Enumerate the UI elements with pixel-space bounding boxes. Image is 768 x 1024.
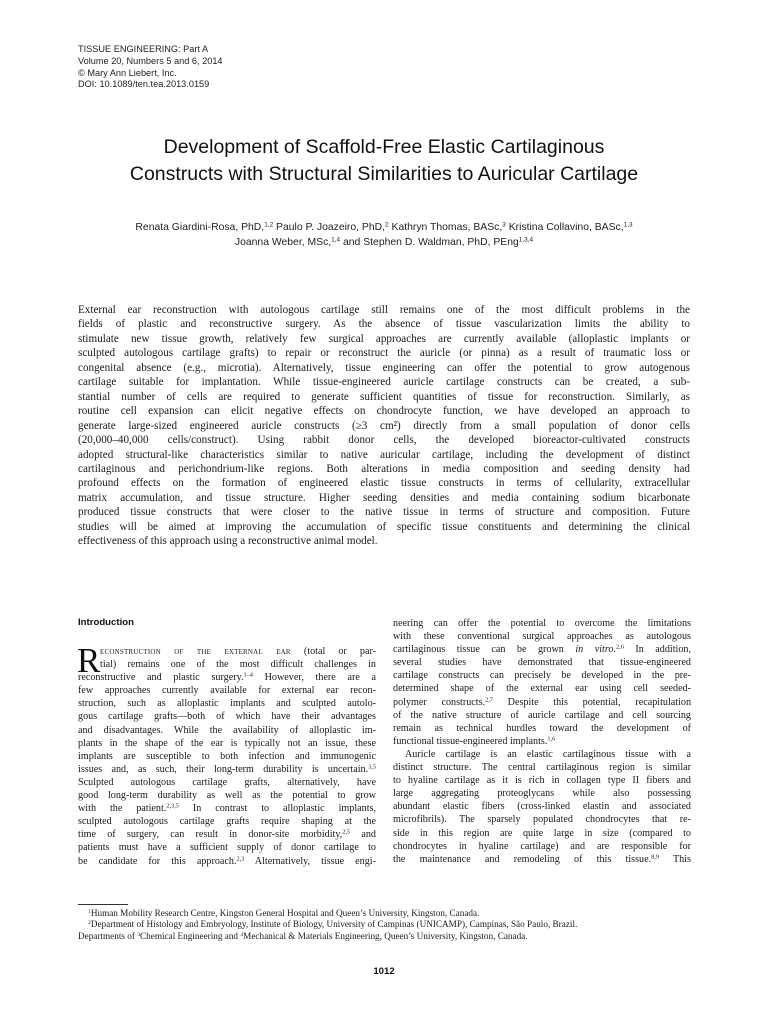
footnote-text: Mechanical & Materials Engineering, Queen’s University, Kingston, Canada. bbox=[243, 930, 528, 941]
line-text: functional tissue-engineered implants. bbox=[393, 735, 548, 747]
body-line: distinct structure. The central cartilaginous region is similar bbox=[393, 762, 691, 774]
footnote-2 bbox=[78, 919, 698, 930]
body-line: struction, such as alloplastic implants and sculpted autolo- bbox=[78, 698, 376, 710]
footnote-marker: 1 bbox=[88, 908, 91, 915]
body-line bbox=[393, 643, 691, 656]
body-line: several studies have demonstrated that tissue-engineered bbox=[393, 657, 691, 669]
author-name: Kathryn Thomas, BASc, bbox=[391, 222, 503, 233]
body-line: microfibrils). The sparsely populated chondrocytes that re- bbox=[393, 814, 691, 826]
citation: 3,5 bbox=[368, 763, 376, 771]
body-line bbox=[78, 828, 376, 841]
line-text: In addition, bbox=[623, 644, 691, 656]
abstract-line: cartilaginous and perichondrium-like regions. Both alterations in media composition and seeding density had bbox=[78, 462, 690, 475]
body-line: remain as technical hurdles toward the development of bbox=[393, 722, 691, 734]
footnote-marker: 4 bbox=[240, 931, 244, 938]
author-name: Kristina Collavino, BASc, bbox=[508, 222, 624, 233]
body-line: large aggregating proteoglycans while also possessing bbox=[393, 788, 691, 800]
body-line: abundant elastic fibers (cross-linked elastin and associated bbox=[393, 801, 691, 813]
body-line: determined shape of the external ear using cell seeded- bbox=[393, 683, 691, 695]
citation: 1–4 bbox=[243, 671, 253, 679]
body-column-right bbox=[393, 617, 691, 866]
abstract-line: effectiveness of this approach using a reconstructive animal model. bbox=[78, 535, 378, 548]
body-line: gous cartilage grafts—both of which have their advantages bbox=[78, 711, 376, 723]
abstract-line: produced tissue constructs that were closer to the native tissue in terms of structure and composition. Future bbox=[78, 506, 690, 519]
body-line bbox=[393, 735, 691, 748]
line-text: with the patient. bbox=[78, 803, 167, 815]
footnote-3 bbox=[78, 931, 698, 942]
body-line bbox=[78, 855, 376, 868]
author-line-1 bbox=[40, 220, 728, 235]
title-line-1: Development of Scaffold-Free Elastic Cartilaginous bbox=[163, 136, 605, 158]
author-name: Joanna Weber, MSc, bbox=[234, 237, 332, 248]
abstract-line: cartilage suitable for implantation. While tissue-engineered auricle cartilage constructs can be created, a sub- bbox=[78, 376, 690, 389]
body-line: to hyaline cartilage as it is rich in collagen type II fibers and bbox=[393, 775, 691, 787]
section-heading: Introduction bbox=[78, 617, 134, 628]
journal-name: TISSUE ENGINEERING: Part A bbox=[78, 44, 209, 54]
line-text: This bbox=[658, 853, 691, 865]
abstract-line: stantial number of cells are required to generate sufficient quantities of tissue for reconstruction. Similarly, as bbox=[78, 390, 690, 403]
abstract-line: (20,000–40,000 cells/construct). Using rabbit donor cells, the developed bioreactor-cultivated constructs bbox=[78, 434, 690, 447]
italic-term: in vitro. bbox=[575, 644, 616, 656]
paper-title bbox=[40, 134, 728, 188]
footnote-text: Departments of bbox=[78, 930, 138, 941]
citation: 2,7 bbox=[485, 696, 493, 704]
abstract-line: sculpted autologous cartilage grafts) to repair or reconstruct the auricle (or pinna) as a result of traumatic loss or bbox=[78, 347, 690, 360]
footnotes bbox=[78, 908, 698, 942]
author-affiliation: 1,3,4 bbox=[518, 236, 534, 244]
body-line: few approaches currently available for external ear recon- bbox=[78, 685, 376, 697]
abstract-line: generate large-sized engineered auricle constructs (≥3 cm²) directly from a small population of donor cells bbox=[78, 419, 690, 432]
title-line-2: Constructs with Structural Similarities to Auricular Cartilage bbox=[129, 163, 639, 185]
author-name: Paulo P. Joazeiro, PhD, bbox=[276, 222, 386, 233]
abstract-line: routine cell expansion can elicit negative effects on chondrocyte function, we have developed an approach to bbox=[78, 405, 690, 418]
smallcaps-lead: econstruction of the external ear bbox=[100, 646, 291, 657]
abstract-line: stimulate new tissue growth, relatively few surgical approaches are currently available (alloplastic implants or bbox=[78, 332, 690, 345]
citation: 1,6 bbox=[547, 735, 556, 743]
footnote-divider bbox=[78, 904, 128, 905]
footnote-text: Human Mobility Research Centre, Kingston General Hospital and Queen’s University, Kingston, Canada. bbox=[90, 908, 480, 918]
body-line bbox=[78, 645, 376, 658]
citation: 2,6 bbox=[615, 643, 624, 651]
body-line: with these conventional surgical approaches as autologous bbox=[393, 631, 691, 643]
body-line: neering can offer the potential to overcome the limitations bbox=[393, 618, 691, 629]
footnote-text: Department of Histology and Embryology, Institute of Biology, University of Campinas (UNICAMP), Campinas, São Paulo, Brazil. bbox=[90, 919, 578, 930]
author-affiliation: 1,3 bbox=[623, 221, 633, 229]
body-line: plants in the shape of the ear is typically not an issue, these bbox=[78, 737, 376, 749]
body-line: sculpted autologous cartilage grafts require shaping at the bbox=[78, 816, 376, 828]
footnote-text: Chemical Engineering and bbox=[140, 930, 241, 941]
line-text: issues and, as such, their long-term durability is uncertain. bbox=[78, 763, 369, 775]
body-line bbox=[78, 671, 376, 684]
footnote-marker: 2 bbox=[88, 920, 91, 927]
body-line: and disadvantages. While the availability of alloplastic im- bbox=[78, 724, 376, 736]
abstract-line: congenital absence (e.g., microtia). Alternatively, tissue engineering can offer the potential to grow autogenous bbox=[78, 361, 690, 374]
line-text: Alternatively, tissue engi- bbox=[244, 855, 376, 867]
drop-cap: R bbox=[77, 641, 101, 680]
body-line: patients must have a sufficient supply of donor cartilage to bbox=[78, 842, 376, 854]
line-text: polymer constructs. bbox=[393, 696, 486, 708]
body-line: Auricle cartilage is an elastic cartilaginous tissue with a bbox=[405, 748, 691, 760]
line-text: In contrast to alloplastic implants, bbox=[178, 803, 376, 815]
footnote-1 bbox=[78, 908, 698, 919]
body-line: implants are susceptible to both infection and immunogenic bbox=[78, 750, 376, 762]
line-text: Despite this potential, recapitulation bbox=[492, 696, 692, 708]
citation: 2,5 bbox=[342, 828, 351, 836]
line-text: be candidate for this approach. bbox=[78, 855, 237, 867]
intro-paragraph bbox=[77, 641, 377, 868]
abstract-line: adopted structural-like characteristics similar to native auricular cartilage, including the development of distinct bbox=[78, 448, 690, 461]
line-text: reconstructive and plastic surgery. bbox=[78, 672, 244, 684]
body-line bbox=[393, 696, 691, 709]
body-line bbox=[78, 763, 376, 776]
abstract-line: External ear reconstruction with autologous cartilage still remains one of the most difficult problems in the bbox=[78, 304, 690, 316]
line-text: time of surgery, can result in donor-site morbidity, bbox=[78, 829, 343, 841]
line-text: cartilaginous tissue can be grown bbox=[393, 644, 576, 656]
abstract-line: studies will be aimed at improving the accumulation of specific tissue constituents and determining the clinical bbox=[78, 520, 690, 533]
journal-info bbox=[78, 44, 378, 91]
body-line: of the native structure of auricle cartilage and cell sourcing bbox=[393, 709, 691, 721]
body-line: chondrocytes in hyaline cartilage) and are responsible for bbox=[393, 840, 691, 852]
line-text: and bbox=[350, 829, 376, 841]
body-column-left bbox=[78, 617, 376, 868]
body-line bbox=[393, 853, 691, 866]
abstract bbox=[78, 303, 690, 549]
author-name: and Stephen D. Waldman, PhD, PEng bbox=[343, 237, 519, 248]
body-line: good long-term durability as well as the potential to grow bbox=[78, 790, 376, 802]
citation: 2,3,5 bbox=[166, 802, 179, 810]
body-line: side in this region are quite large in size (compared to bbox=[393, 827, 691, 839]
body-line: Sculpted autologous cartilage grafts, alternatively, have bbox=[78, 776, 376, 788]
author-affiliation: 1,2 bbox=[264, 221, 274, 229]
journal-publisher: © Mary Ann Liebert, Inc. bbox=[78, 67, 177, 78]
line-text: the maintenance and remodeling of this tissue. bbox=[393, 853, 652, 865]
body-line bbox=[78, 802, 376, 815]
journal-volume: Volume 20, Numbers 5 and 6, 2014 bbox=[78, 55, 223, 66]
line-text: (total or par- bbox=[290, 646, 376, 657]
body-line: tial) remains one of the most difficult challenges in bbox=[100, 659, 376, 671]
journal-doi: DOI: 10.1089/ten.tea.2013.0159 bbox=[78, 79, 210, 90]
author-name: Renata Giardini-Rosa, PhD, bbox=[135, 222, 265, 233]
citation: 2,3 bbox=[236, 855, 245, 863]
author-affiliation: 2 bbox=[385, 221, 389, 229]
author-affiliation: 3 bbox=[502, 221, 506, 229]
author-list bbox=[40, 220, 728, 250]
citation: 8,9 bbox=[651, 853, 659, 861]
body-line: cartilage constructs can precisely be developed in the pre- bbox=[393, 670, 691, 682]
line-text: However, there are a bbox=[252, 672, 377, 684]
abstract-line: profound effects on the formation of engineered elastic tissue constructs in terms of cellularity, extracellular bbox=[78, 477, 690, 490]
abstract-line: fields of plastic and reconstructive surgery. As the absence of tissue vascularization limits the ability to bbox=[78, 318, 690, 331]
footnote-marker: 3 bbox=[137, 931, 141, 938]
author-line-2 bbox=[40, 235, 728, 250]
abstract-line: matrix accumulation, and tissue structure. Higher seeding densities and media containing sodium bicarbonate bbox=[78, 491, 690, 504]
page-number: 1012 bbox=[373, 966, 395, 977]
author-affiliation: 1,4 bbox=[331, 236, 341, 244]
